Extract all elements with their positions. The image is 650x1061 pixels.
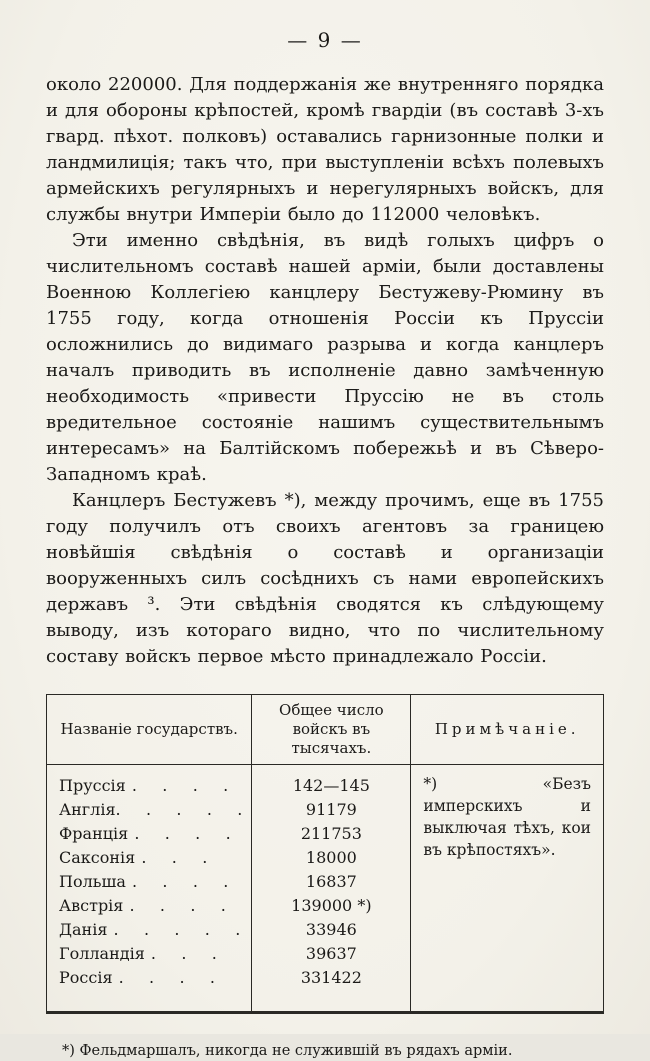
table-header [47,695,604,765]
country-name: Данія [59,920,108,939]
troops-value: 16837 [252,870,411,894]
dot-leader: . . . . . [107,920,242,939]
troops-value: 331422 [252,966,411,1013]
troops-value: 18000 [252,846,411,870]
troops-value: 139000 *) [252,894,411,918]
country-name: Франція [59,824,129,843]
header-note: Примѣчаніе. [411,695,604,765]
table-body [47,765,604,1013]
country-name: Саксонія [59,848,136,867]
dot-leader: . . . [144,944,218,963]
country-name: Англія [59,800,116,819]
dot-leader: . . . . [123,896,227,915]
dot-leader: . . . . [125,776,230,795]
paragraph-sources: Эти именно свѣдѣнія, въ видѣ голыхъ цифръ о числительномъ составѣ нашей арміи, были доставлены Военною Коллегіею канцлеру Бестужеву-Рюмину въ 1755 году, когда отношенія Россіи къ Пруссіи осложнились до видимаго разрыва и когда канцлеръ началъ приводить въ исполненіе давно замѣченную необходимость «привести Пруссію не въ столь вредительное состояніе нашимъ существительнымъ интересамъ» на Балтійскомъ побережьѣ и въ Сѣверо-Западномъ краѣ. [46,230,604,485]
troops-value: 33946 [252,918,411,942]
dot-leader: . . . [135,848,209,867]
country-name: Россія [59,968,113,987]
dot-leader: . . . . [128,824,232,843]
dot-leader: . . . . [125,872,230,891]
troops-value: 91179 [252,798,411,822]
header-troop-numbers: Общее число войскъ въ тысячахъ. [252,695,411,765]
table-row [47,765,604,799]
paragraph-chancellor: Канцлеръ Бестужевъ *), между прочимъ, еще въ 1755 году получилъ отъ своихъ агентовъ за границею новѣйшія свѣдѣнія о составѣ и организаціи вооруженныхъ силъ сосѣднихъ съ нами европейскихъ державъ ³. Эти свѣдѣнія сводятся къ слѣдующему выводу, изъ котораго видно, что по числительному составу войскъ первое мѣсто принадлежало Россіи. [46,490,604,667]
troops-value: 39637 [252,942,411,966]
country-name: Австрія [59,896,124,915]
country-name: Польша [59,872,126,891]
table-note: *) «Безъ имперскихъ и выключая тѣхъ, кои въ крѣпостяхъ». [411,765,604,1013]
troops-value: 142—145 [252,765,411,799]
country-name: Пруссія [59,776,126,795]
dot-leader: . . . . [112,968,216,987]
header-countries: Названіе государствъ. [47,695,252,765]
troops-value: 211753 [252,822,411,846]
dot-leader: . . . . . [115,800,244,819]
country-name: Голландія [59,944,145,963]
paragraph-continuation: около 220000. Для поддержанія же внутренняго порядка и для обороны крѣпостей, кромѣ гвардіи (въ составѣ 3-хъ гвард. пѣхот. полковъ) оставались гарнизонные полки и ландмилиція; такъ что, при выступленіи всѣхъ полевыхъ армейскихъ регулярныхъ и нерегулярныхъ войскъ, для службы внутри Имперіи было до 112000 человѣкъ. [46,74,604,225]
army-strength-table [46,694,604,1014]
page-footnote: *) Фельдмаршалъ, никогда не служившій въ рядахъ арміи. [62,1043,513,1059]
page-number: — 9 — [287,28,363,52]
